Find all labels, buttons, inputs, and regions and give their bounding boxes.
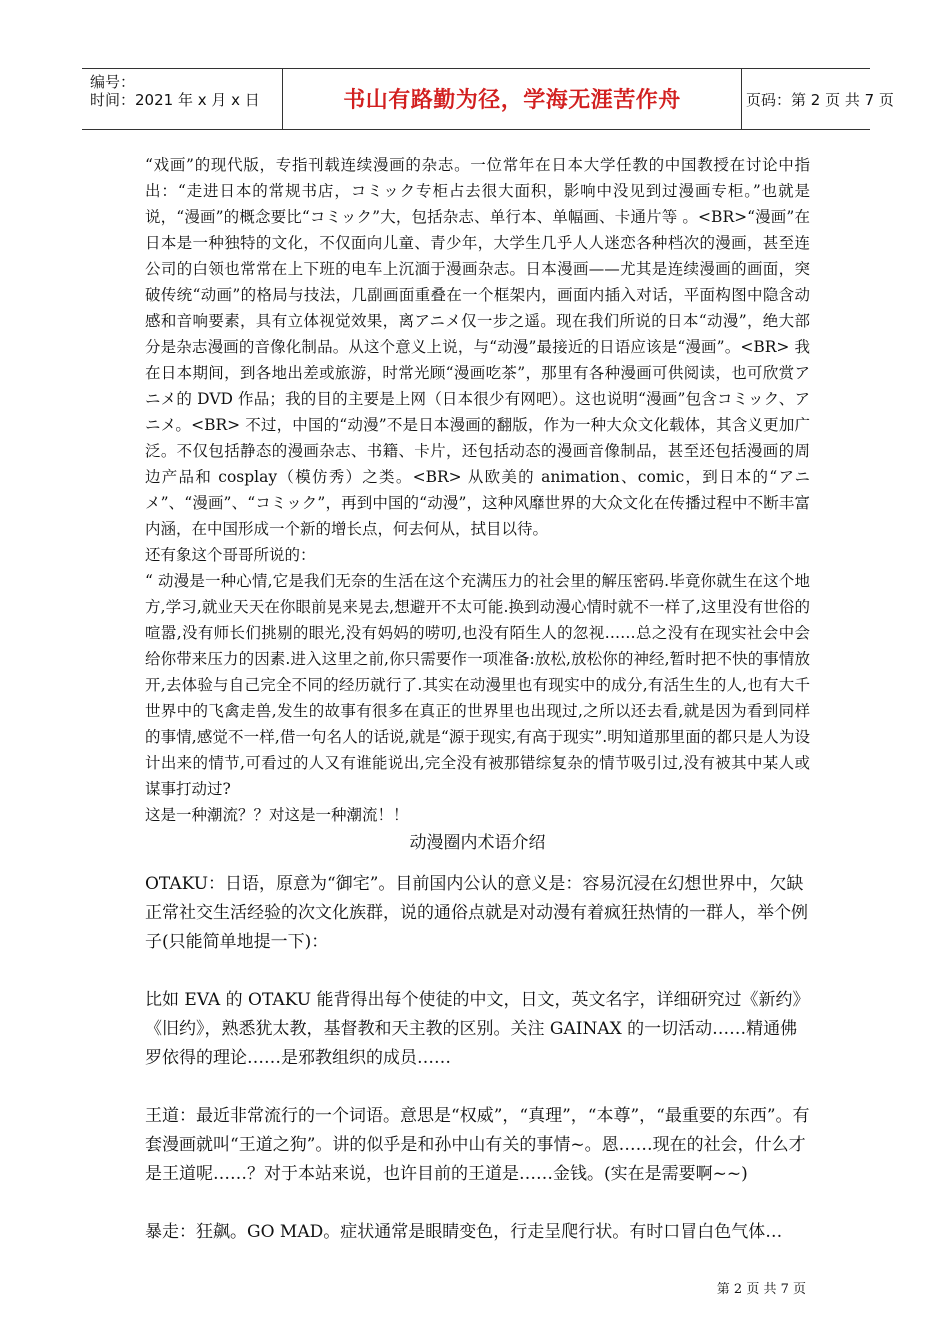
header-motto: 书山有路勤为径，学海无涯苦作舟 <box>343 88 681 113</box>
header-middle-cell <box>282 69 742 129</box>
section-title: 动漫圈内术语介绍 <box>409 833 546 853</box>
term-otaku-example: 比如 EVA 的 OTAKU 能背得出每个使徒的中文，日文，英文名字，详细研究过《新约》《旧约》，熟悉犹太教，基督教和天主教的区别。关注 GAINAX 的一切活动……精通佛罗依得的理论……是邪教组织的成员…… <box>145 990 810 1068</box>
page-header <box>82 68 894 130</box>
paragraph-lead-in: 还有象这个哥哥所说的： <box>145 546 316 564</box>
paragraph-closing: 这是一种潮流？？对这是一种潮流！！ <box>145 806 409 824</box>
header-right-cell <box>740 69 894 129</box>
header-page-code: 页码：第 2 页 共 7 页 <box>746 91 894 109</box>
document-date-label: 时间：2021 年 x 月 x 日 <box>90 91 260 109</box>
footer-page-number: 第 2 页 共 7 页 <box>716 1282 806 1297</box>
term-baozou: 暴走：狂飙。GO MAD。症状通常是眼睛变色，行走呈爬行状。有时口冒白色气体… <box>145 1222 783 1242</box>
document-number-label: 编号： <box>90 73 136 91</box>
article-body <box>145 152 810 828</box>
header-left-cell <box>82 69 282 129</box>
terms-list <box>145 870 810 1276</box>
paragraph-quote: “ 动漫是一种心情,它是我们无奈的生活在这个充满压力的社会里的解压密码.毕竟你就生在这个地方,学习,就业天天在你眼前晃来晃去,想避开不太可能.换到动漫心情时就不一样了,这里没有世俗的喧嚣,没有师长们挑剔的眼光,没有妈妈的唠叨,也没有陌生人的忽视……总之没有在现实社会中会给你带来压力的因素.进入这里之前,你只需要作一项准备:放松,放松你的神经,暂时把不快的事情放开,去体验与自己完全不同的经历就行了.其实在动漫里也有现实中的成分,有活生生的人,也有大千世界中的飞禽走兽,发生的故事有很多在真正的世界里也出现过,之所以还去看,就是因为看到同样的事情,感觉不一样,借一句名人的话说,就是“源于现实,有高于现实”.明知道那里面的都只是人为设计出来的情节,可看过的人又有谁能说出,完全没有被那错综复杂的情节吸引过,没有被其中某人或谋事打动过? <box>145 572 810 798</box>
term-wangdao: 王道：最近非常流行的一个词语。意思是“权威”，“真理”，“本尊”，“最重要的东西”。有套漫画就叫“王道之狗”。讲的似乎是和孙中山有关的事情~。恩……现在的社会，什么才是王道呢……？对于本站来说，也许目前的王道是……金钱。(实在是需要啊~~) <box>145 1106 810 1184</box>
term-otaku: OTAKU：日语，原意为“御宅”。目前国内公认的意义是：容易沉浸在幻想世界中，欠缺正常社交生活经验的次文化族群，说的通俗点就是对动漫有着疯狂热情的一群人，举个例子(只能简单地提一下)： <box>145 874 808 952</box>
paragraph-intro: “戏画”的现代版，专指刊载连续漫画的杂志。一位常年在日本大学任教的中国教授在讨论中指出：“走进日本的常规书店，コミック专柜占去很大面积，影响中没见到过漫画专柜。”也就是说，“漫画”的概念要比“コミック”大，包括杂志、单行本、单幅画、卡通片等 。<BR>“漫画”在日本是一种独特的文化，不仅面向儿童、青少年，大学生几乎人人迷恋各种档次的漫画，甚至连公司的白领也常常在上下班的电车上沉湎于漫画杂志。日本漫画——尤其是连续漫画的画面，突破传统“动画”的格局与技法，几副画面重叠在一个框架内，画面内插入对话，平面构图中隐含动感和音响要素，具有立体视觉效果，离アニメ仅一步之遥。现在我们所说的日本“动漫”，绝大部分是杂志漫画的音像化制品。从这个意义上说，与“动漫”最接近的日语应该是“漫画”。<BR> 我在日本期间，到各地出差或旅游，时常光顾“漫画吃茶”，那里有各种漫画可供阅读，也可欣赏アニメ的 DVD 作品；我的目的主要是上网（日本很少有网吧）。这也说明“漫画”包含コミック、アニメ。<BR> 不过，中国的“动漫”不是日本漫画的翻版，作为一种大众文化载体，其含义更加广泛。不仅包括静态的漫画杂志、书籍、卡片，还包括动态的漫画音像制品，甚至还包括漫画的周边产品和 cosplay（模仿秀）之类。<BR> 从欧美的 animation、comic，到日本的“アニメ”、“漫画”、“コミック”，再到中国的“动漫”，这种风靡世界的大众文化在传播过程中不断丰富内涵，在中国形成一个新的增长点，何去何从，拭目以待。 <box>145 156 810 538</box>
